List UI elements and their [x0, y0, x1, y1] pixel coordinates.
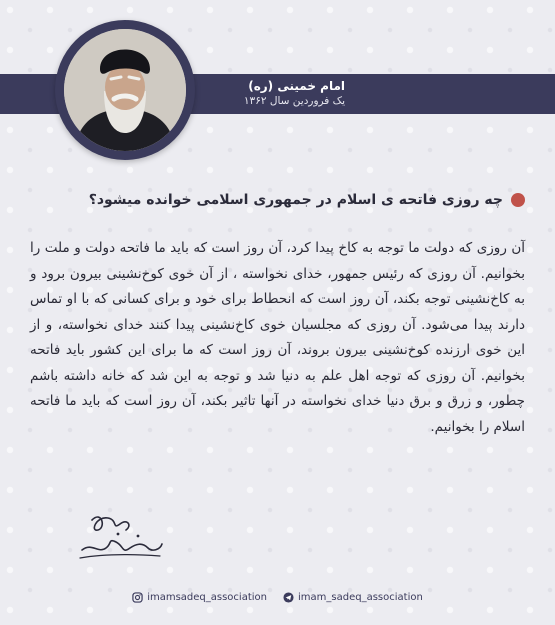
quote-body: آن روزی که دولت ما توجه به کاخ پیدا کرد، آن روز است که باید ما فاتحه دولت و ملت را بخوانیم. آن روزی که رئیس جمهور، خدای نخواسته ، از آن خوی کوخ‌نشینی بیرون برود و به کاخ‌نشینی توجه بکند، آن روز است که انحطاط برای خود و برای کسانی که با او تماس دارند پیدا می‌شود. آن روزی که مجلسیان خوی کاخ‌نشینی پیدا کنند خدای نخواسته، و از این خوی ارزنده کوخ‌نشینی بیرون بروند، آن روز است که ما برای این کشور باید فاتحه بخوانیم. آن روزی که توجه اهل علم به دنیا شد و توجه به این شد که خانه داشته باشم چطور، و زرق و برق دنیا خدای نخواسته در آنها تاثیر بکند، آن روز است که باید ما فاتحه اسلام را بخوانیم. — [30, 240, 525, 435]
header-text — [205, 78, 345, 109]
speech-date: یک فروردین سال ۱۳۶۲ — [243, 95, 345, 107]
telegram-icon — [283, 592, 294, 603]
portrait-frame — [55, 20, 195, 160]
footer — [0, 588, 555, 606]
portrait-image — [64, 29, 186, 151]
instagram-icon — [132, 592, 143, 603]
signature-icon — [72, 508, 167, 568]
bullet-icon — [511, 193, 525, 207]
instagram-label: imamsadeq_association — [147, 591, 267, 603]
question-text: چه روزی فاتحه ی اسلام در جمهوری اسلامی خوانده میشود؟ — [88, 192, 503, 208]
speaker-name: امام خمینی (ره) — [248, 79, 345, 93]
telegram-handle[interactable] — [283, 592, 423, 603]
instagram-handle[interactable] — [132, 592, 267, 603]
question-heading — [30, 186, 525, 214]
telegram-label: imam_sadeq_association — [298, 591, 423, 603]
